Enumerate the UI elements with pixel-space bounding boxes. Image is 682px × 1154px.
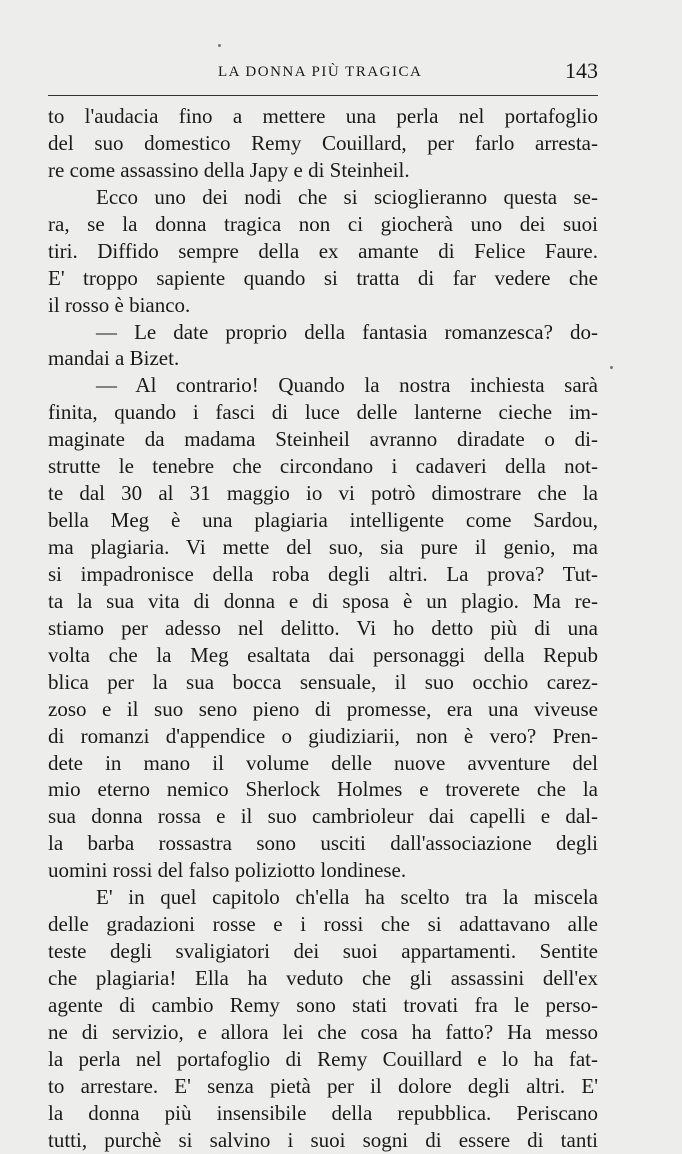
print-speck — [218, 44, 221, 47]
text-line: stiamo per adesso nel delitto. Vi ho detto più di una — [48, 615, 598, 640]
text-line: tiri. Diffido sempre della ex amante di Felice Faure. — [48, 238, 598, 263]
text-line: maginate da madama Steinheil avranno diradate o di- — [48, 427, 598, 452]
page-header — [48, 58, 598, 86]
text-line: del suo domestico Remy Couillard, per farlo arresta- — [48, 130, 598, 155]
text-line: teste degli svaligiatori dei suoi appartamenti. Sentite — [48, 939, 598, 964]
text-line: ta la sua vita di donna e di sposa è un plagio. Ma re- — [48, 588, 598, 613]
text-line: ma plagiaria. Vi mette del suo, sia pure il genio, ma — [48, 535, 598, 559]
text-line: la donna più insensibile della repubblica. Periscano — [48, 1100, 598, 1125]
text-line: strutte le tenebre che circondano i cadaveri della not- — [48, 454, 598, 479]
text-line: mio eterno nemico Sherlock Holmes e troverete che la — [48, 777, 598, 802]
text-line: ne di servizio, e allora lei che cosa ha fatto? Ha messo — [48, 1019, 598, 1044]
text-line: te dal 30 al 31 maggio io vi potrò dimostrare che la — [48, 481, 598, 506]
page-number: 143 — [565, 58, 598, 83]
text-line: sua donna rossa e il suo cambrioleur dai capelli e dal- — [48, 804, 598, 829]
text-line: si impadronisce della roba degli altri. La prova? Tut- — [48, 561, 598, 586]
text-line: volta che la Meg esaltata dai personaggi della Repub — [48, 642, 598, 667]
text-line: to l'audacia fino a mettere una perla nel portafoglio — [48, 104, 598, 128]
text-line: ra, se la donna tragica non ci giocherà uno dei suoi — [48, 211, 598, 236]
text-line: — Al contrario! Quando la nostra inchiesta sarà — [96, 373, 598, 398]
text-line: delle gradazioni rosse e i rossi che si adattavano alle — [48, 912, 598, 937]
text-line: di romanzi d'appendice o giudiziarii, non è vero? Pren- — [48, 723, 598, 748]
text-line: Ecco uno dei nodi che si scioglieranno questa se- — [96, 184, 598, 209]
text-line: E' troppo sapiente quando si tratta di far vedere che — [48, 265, 598, 290]
text-line: che plagiaria! Ella ha veduto che gli assassini dell'ex — [48, 966, 598, 990]
header-rule — [48, 95, 598, 96]
text-line: la perla nel portafoglio di Remy Couillard e lo ha fat- — [48, 1046, 598, 1071]
text-line: bella Meg è una plagiaria intelligente come Sardou, — [48, 508, 598, 533]
text-line: agente di cambio Remy sono stati trovati fra le perso- — [48, 992, 598, 1017]
print-speck — [610, 366, 613, 369]
text-line: to arrestare. E' senza pietà per il dolore degli altri. E' — [48, 1073, 598, 1098]
text-line: zoso e il suo seno pieno di promesse, era una viveuse — [48, 696, 598, 721]
text-line: il rosso è bianco. — [48, 292, 191, 317]
text-line: dete in mano il volume delle nuove avventure del — [48, 750, 598, 775]
running-title: LA DONNA PIÙ TRAGICA — [218, 64, 423, 80]
text-line: finita, quando i fasci di luce delle lanterne cieche im- — [48, 400, 598, 425]
text-line: la barba rossastra sono usciti dall'associazione degli — [48, 831, 598, 856]
text-line: — Le date proprio della fantasia romanzesca? do- — [96, 319, 598, 344]
text-line: blica per la sua bocca sensuale, il suo occhio carez- — [48, 669, 598, 694]
body-text — [48, 103, 598, 1154]
text-line: E' in quel capitolo ch'ella ha scelto tra la miscela — [96, 885, 598, 910]
text-line: uomini rossi del falso poliziotto londinese. — [48, 858, 407, 883]
text-line: mandai a Bizet. — [48, 346, 180, 371]
text-line: re come assassino della Japy e di Steinheil. — [48, 157, 410, 182]
text-line: tutti, purchè si salvino i suoi sogni di essere di tanti — [48, 1127, 598, 1152]
